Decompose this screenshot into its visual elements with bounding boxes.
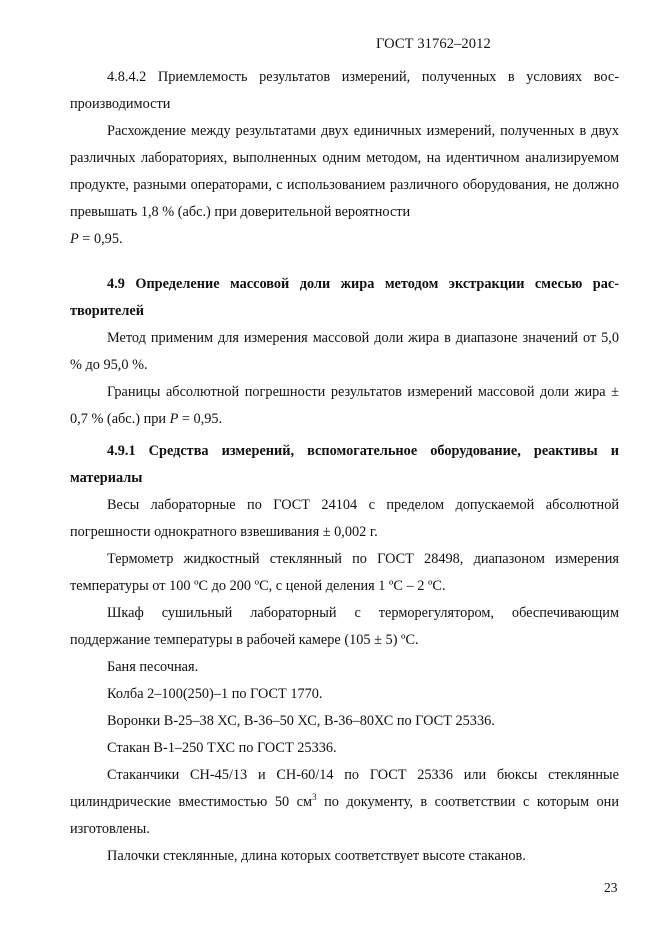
page-number: 23 xyxy=(604,880,618,895)
variable-p: P xyxy=(169,411,179,427)
section-4-9-1-heading: 4.9.1 Средства измерений, вспомогательное оборудование, реактивы и материалы xyxy=(70,443,619,486)
document-body xyxy=(70,64,619,870)
paragraph-flask: Колба 2–100(250)–1 по ГОСТ 1770. xyxy=(107,686,323,702)
paragraph-sand-bath: Баня песочная. xyxy=(107,659,199,675)
paragraph-reproducibility: Расхождение между результатами двух единичных измерений, полученных в двух различных лабораториях, выполненных одним методом, на идентичном анализируемом продукте, разными операторами, с использованием различного оборудования, не должно превышать 1,8 % (абс.) при доверительной вероятности P = 0,95. xyxy=(70,123,619,247)
paragraph-funnels: Воронки В-25–38 ХС, В-36–50 ХС, В-36–80ХС по ГОСТ 25336. xyxy=(107,713,495,729)
paragraph-error-bounds: Границы абсолютной погрешности результатов измерений массовой доли жира ± 0,7 % (абс.) при P = 0,95. xyxy=(70,384,619,427)
paragraph-beaker: Стакан В-1–250 ТХС по ГОСТ 25336. xyxy=(107,740,337,756)
paragraph-scales: Весы лабораторные по ГОСТ 24104 с пределом допускаемой абсолютной погрешности однократного взвешивания ± 0,002 г. xyxy=(70,497,619,540)
paragraph-thermometer: Термометр жидкостный стеклянный по ГОСТ 28498, диапазоном измерения температуры от 100 ºС до 200 ºС, с ценой деления 1 ºС – 2 ºС. xyxy=(70,551,619,594)
paragraph-glass-rods: Палочки стеклянные, длина которых соответствует высоте стаканов. xyxy=(107,848,526,864)
clause-4-8-4-2-title: 4.8.4.2 Приемлемость результатов измерений, полученных в условиях воспроизводимости xyxy=(70,69,619,112)
paragraph-method-range: Метод применим для измерения массовой доли жира в диапазоне значений от 5,0 % до 95,0 %. xyxy=(70,330,619,373)
paragraph-weighing-bottles: Стаканчики СН-45/13 и СН-60/14 по ГОСТ 25336 или бюксы стеклянные цилиндрические вместимостью 50 $см^3$ по документу, в соответствии с которым они изготовлены. xyxy=(70,767,619,837)
standard-number: ГОСТ 31762–2012 xyxy=(376,36,491,52)
document-header xyxy=(376,36,491,53)
superscript-power: 3 xyxy=(312,792,317,802)
paragraph-drying-oven: Шкаф сушильный лабораторный с терморегулятором, обеспечивающим поддержание температуры в рабочей камере (105 ± 5) ºС. xyxy=(70,605,619,648)
variable-p: P xyxy=(70,231,79,247)
section-4-9-heading: 4.9 Определение массовой доли жира методом экстракции смесью растворителей xyxy=(70,276,619,319)
